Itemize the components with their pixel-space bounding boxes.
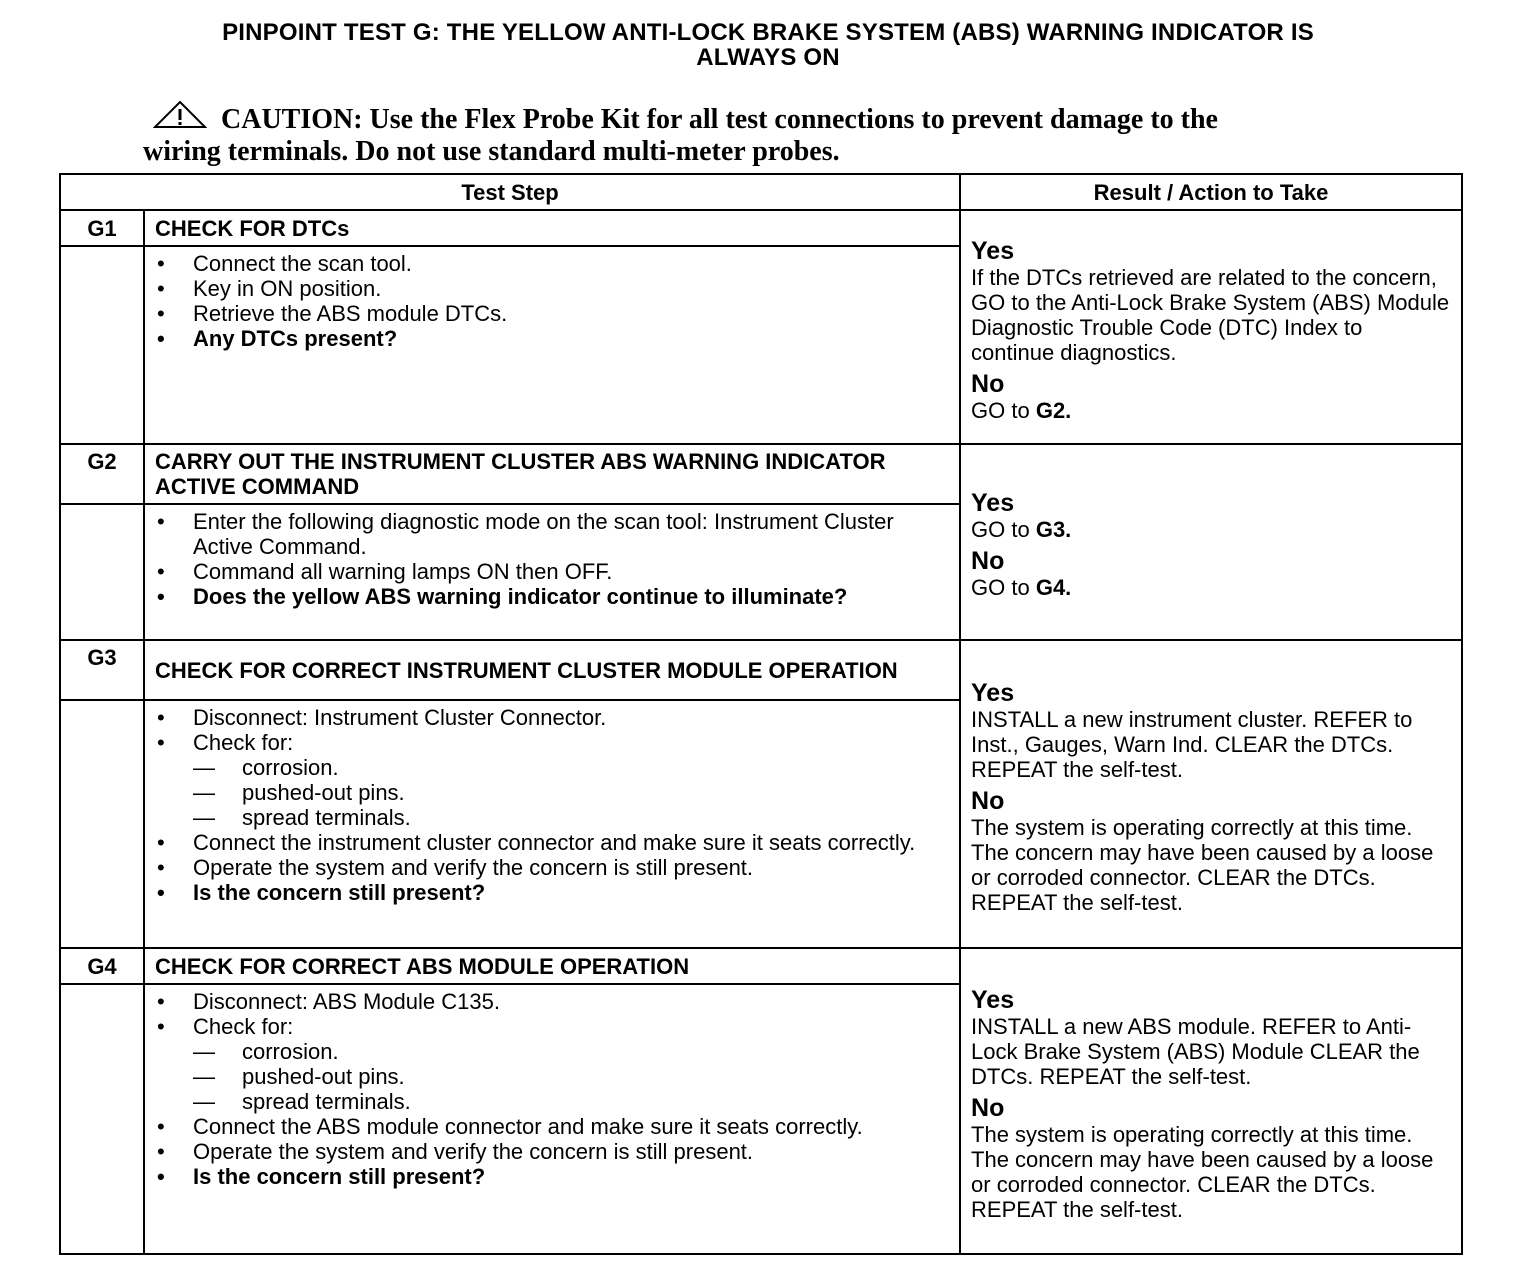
caution-note [143, 100, 1443, 168]
result-cell [960, 444, 1462, 640]
list-item: — pushed-out pins. [193, 1064, 405, 1089]
id-spacer [60, 504, 144, 640]
id-spacer [60, 246, 144, 444]
no-text: The system is operating correctly at this time. The concern may have been caused by a loose or corroded connector. CLEAR the DTCs. REPEAT the self-test. [971, 1121, 1434, 1222]
page-title [0, 20, 1536, 70]
warning-triangle-icon [153, 100, 207, 130]
header-test-step: Test Step [60, 174, 960, 210]
title-line-2: ALWAYS ON [696, 44, 840, 71]
table-header-row [60, 174, 1462, 210]
caution-line-2: wiring terminals. Do not use standard multi-meter probes. [143, 136, 840, 167]
result-cell [960, 948, 1462, 1254]
step-title: CARRY OUT THE INSTRUMENT CLUSTER ABS WARNING INDICATOR ACTIVE COMMAND [144, 444, 960, 504]
list-item: • Operate the system and verify the concern is still present. [157, 1139, 754, 1164]
yes-text: GO to G3. [971, 517, 1072, 542]
list-item: — corrosion. [193, 755, 339, 780]
list-item: • Disconnect: Instrument Cluster Connector. [157, 705, 607, 730]
no-label: No [971, 786, 1005, 815]
no-ref: G4. [1035, 575, 1072, 600]
no-label: No [971, 1093, 1005, 1122]
list-item: • Operate the system and verify the concern is still present. [157, 855, 754, 880]
header-result-action: Result / Action to Take [960, 174, 1462, 210]
yes-text: INSTALL a new ABS module. REFER to Anti-Lock Brake System (ABS) Module CLEAR the DTCs. REPEAT the self-test. [971, 1013, 1420, 1089]
title-line-1: PINPOINT TEST G: THE YELLOW ANTI-LOCK BRAKE SYSTEM (ABS) WARNING INDICATOR IS [222, 19, 1314, 46]
table-row-g1-title [60, 210, 1462, 246]
step-body [144, 504, 960, 640]
list-item: • Key in ON position. [157, 276, 382, 301]
yes-label: Yes [971, 678, 1015, 707]
list-item: • Is the concern still present? [157, 1164, 486, 1189]
yes-label: Yes [971, 236, 1015, 265]
yes-text: INSTALL a new instrument cluster. REFER to Inst., Gauges, Warn Ind. CLEAR the DTCs. REPEAT the self-test. [971, 706, 1413, 782]
no-text: GO to G4. [971, 575, 1072, 600]
yes-ref: G3. [1035, 517, 1072, 542]
list-item: • Connect the instrument cluster connector and make sure it seats correctly. [157, 830, 916, 855]
no-label: No [971, 369, 1005, 398]
id-spacer [60, 700, 144, 948]
no-ref: G2. [1035, 397, 1072, 423]
list-item: • Command all warning lamps ON then OFF. [157, 559, 613, 584]
list-item: — spread terminals. [193, 1089, 411, 1114]
step-title: CHECK FOR CORRECT ABS MODULE OPERATION [144, 948, 960, 984]
step-id: G4 [60, 948, 144, 984]
no-text: The system is operating correctly at this time. The concern may have been caused by a loose or corroded connector. CLEAR the DTCs. REPEAT the self-test. [971, 814, 1434, 915]
list-item: • Any DTCs present? [157, 326, 398, 351]
step-id: G1 [60, 210, 144, 246]
list-item: • Is the concern still present? [157, 880, 486, 905]
pinpoint-test-table [59, 173, 1463, 1255]
table-row-g4-title [60, 948, 1462, 984]
step-title: CHECK FOR CORRECT INSTRUMENT CLUSTER MODULE OPERATION [144, 640, 960, 700]
step-body [144, 246, 960, 444]
result-cell [960, 210, 1462, 444]
table-row-g3-title [60, 640, 1462, 700]
result-cell [960, 640, 1462, 948]
list-item: • Enter the following diagnostic mode on the scan tool: Instrument Cluster Active Command. [157, 509, 894, 559]
list-item: — pushed-out pins. [193, 780, 405, 805]
yes-label: Yes [971, 489, 1015, 517]
step-body [144, 700, 960, 948]
list-item: — spread terminals. [193, 805, 411, 830]
step-body [144, 984, 960, 1254]
id-spacer [60, 984, 144, 1254]
step-id: G3 [60, 640, 144, 700]
list-item: • Does the yellow ABS warning indicator continue to illuminate? [157, 584, 848, 609]
list-item: • Retrieve the ABS module DTCs. [157, 301, 508, 326]
no-text: GO to G2. [971, 397, 1072, 423]
yes-label: Yes [971, 985, 1015, 1014]
table-row-g2-title [60, 444, 1462, 504]
list-item: — corrosion. [193, 1039, 339, 1064]
list-item: • Connect the ABS module connector and make sure it seats correctly. [157, 1114, 863, 1139]
step-id: G2 [60, 444, 144, 504]
list-item: • Check for: [157, 730, 294, 755]
step-title: CHECK FOR DTCs [144, 210, 960, 246]
list-item: • Connect the scan tool. [157, 251, 412, 276]
list-item: • Disconnect: ABS Module C135. [157, 989, 500, 1014]
list-item: • Check for: [157, 1014, 294, 1039]
caution-line-1: CAUTION: Use the Flex Probe Kit for all test connections to prevent damage to the [221, 104, 1218, 135]
yes-text: If the DTCs retrieved are related to the concern, GO to the Anti-Lock Brake System (ABS) Module Diagnostic Trouble Code (DTC) Index to continue diagnostics. [971, 264, 1450, 365]
no-label: No [971, 547, 1005, 575]
